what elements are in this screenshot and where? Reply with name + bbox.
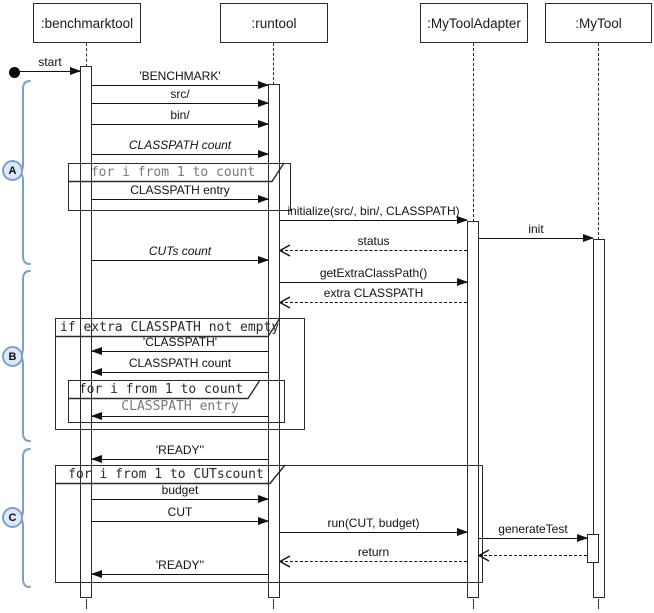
arrowhead-icon (258, 195, 269, 203)
message-label: 'CLASSPATH' (142, 335, 218, 349)
message-label: src/ (170, 87, 190, 101)
message-label: status (357, 234, 390, 248)
arrowhead-icon (258, 99, 269, 107)
lifeline-stub (473, 599, 474, 609)
section-label: C (8, 511, 17, 524)
lifeline-stub (598, 599, 599, 609)
message-line (92, 154, 268, 155)
message-label: start (38, 55, 62, 69)
arrowhead-icon (70, 67, 81, 75)
message-line (92, 351, 268, 352)
message-line (280, 282, 467, 283)
message-label: 'READY'' (155, 558, 205, 572)
message-label: CLASSPATH count (128, 138, 232, 152)
message-label: CUTs count (148, 244, 212, 258)
open-arrowhead-icon (279, 555, 291, 568)
section-label: B (8, 350, 17, 363)
message-label: CLASSPATH entry (121, 399, 239, 414)
message-label: CLASSPATH count (128, 356, 232, 370)
message-line (92, 85, 268, 86)
message-line (92, 260, 268, 261)
arrowhead-icon (583, 234, 594, 242)
message-line (479, 238, 593, 239)
lifeline-benchmarktool (86, 43, 87, 67)
message-label: budget (161, 483, 199, 497)
fragment-guard: if extra CLASSPATH not empty (60, 320, 280, 335)
arrowhead-icon (457, 278, 468, 286)
section-badge-c (2, 507, 23, 528)
message-label: 'READY'' (155, 443, 205, 457)
arrowhead-icon (91, 368, 102, 376)
fragment-guard: for i from 1 to CUTscount (68, 467, 264, 482)
participant-label: :benchmarktool (40, 15, 134, 31)
message-line (280, 220, 467, 221)
arrowhead-icon (258, 517, 269, 525)
message-label: run(CUT, budget) (327, 516, 420, 530)
participant-label: :MyTool (575, 15, 622, 31)
message-line (280, 302, 467, 303)
message-label: 'BENCHMARK' (139, 69, 221, 83)
message-line (92, 416, 268, 417)
message-line (92, 574, 268, 575)
participant-benchmarktool (33, 3, 141, 43)
section-badge-a (2, 160, 23, 181)
open-arrowhead-icon (478, 549, 490, 562)
message-label: extra CLASSPATH (323, 286, 424, 300)
lifeline-runtool (273, 43, 274, 85)
participant-mytooladapter (420, 3, 528, 43)
message-label: getExtraClassPath() (319, 266, 428, 280)
arrowhead-icon (91, 570, 102, 578)
arrowhead-icon (258, 120, 269, 128)
activation-mytool-nested (587, 534, 599, 563)
participant-label: :MyToolAdapter (427, 15, 521, 31)
participant-mytool (545, 3, 652, 43)
lifeline-mytooladapter (473, 43, 474, 222)
arrowhead-icon (577, 534, 588, 542)
section-label: A (8, 164, 17, 177)
message-line (92, 521, 268, 522)
message-label: CUT (167, 505, 193, 519)
arrowhead-icon (91, 455, 102, 463)
fragment-guard: for i from 1 to count (90, 165, 256, 180)
arrowhead-icon (91, 347, 102, 355)
message-line (280, 250, 467, 251)
message-line (479, 538, 587, 539)
message-line (92, 103, 268, 104)
message-line (92, 124, 268, 125)
message-label: CLASSPATH entry (130, 183, 230, 197)
arrowhead-icon (457, 216, 468, 224)
fragment-guard: for i from 1 to count (78, 382, 244, 397)
lifeline-mytool (598, 43, 599, 240)
message-line (92, 459, 268, 460)
message-line (479, 555, 587, 556)
message-label: return (357, 545, 390, 559)
message-label: init (528, 222, 544, 236)
arrowhead-icon (258, 256, 269, 264)
message-line (280, 561, 467, 562)
message-line (92, 372, 268, 373)
section-badge-b (2, 346, 23, 367)
open-arrowhead-icon (279, 244, 291, 257)
message-label: initialize(src/, bin/, CLASSPATH) (287, 204, 460, 218)
message-label: bin/ (170, 108, 190, 122)
participant-label: :runtool (251, 15, 297, 31)
message-line (280, 532, 467, 533)
start-node-icon (9, 67, 20, 78)
open-arrowhead-icon (279, 296, 291, 309)
message-label: generateTest (498, 522, 568, 536)
arrowhead-icon (258, 495, 269, 503)
participant-runtool (220, 3, 328, 43)
arrowhead-icon (457, 528, 468, 536)
lifeline-stub (273, 599, 274, 609)
message-line (92, 499, 268, 500)
arrowhead-icon (258, 150, 269, 158)
lifeline-stub (86, 599, 87, 609)
arrowhead-icon (91, 412, 102, 420)
message-line (92, 199, 268, 200)
